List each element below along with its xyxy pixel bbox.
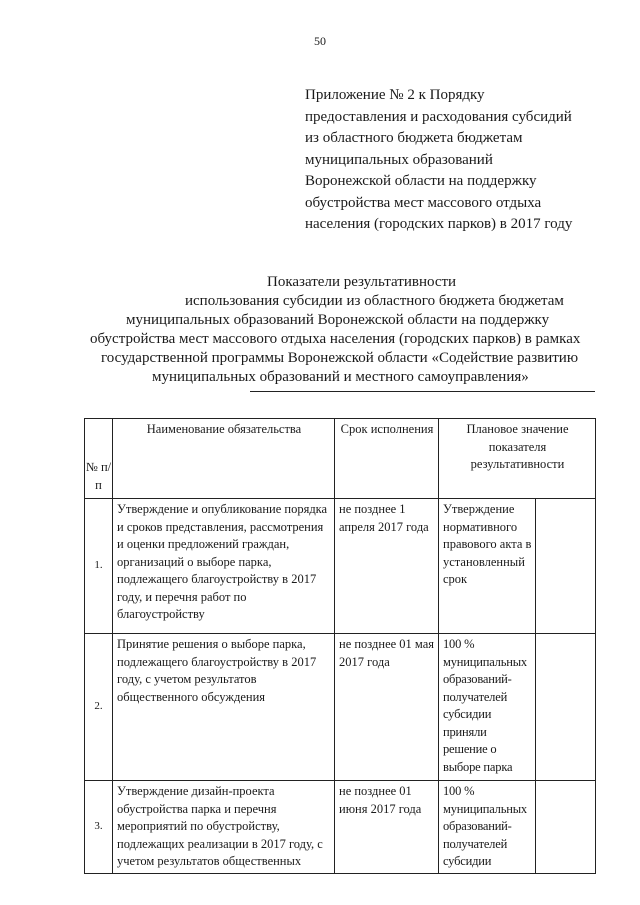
row-number: 1. [85, 499, 113, 634]
row-deadline: не позднее 01 июня 2017 года [335, 781, 439, 874]
header-number: № п/п [85, 419, 113, 499]
row-extra-cell [536, 781, 596, 874]
row-obligation: Утверждение и опубликование порядка и сроков представления, рассмотрения и оценки предложений граждан, организаций о выборе парка, подлежащего благоустройству в 2017 году, и перечня работ по благоустройству [113, 499, 335, 634]
row-extra-cell [536, 499, 596, 634]
heading-line: Показатели результативности [267, 274, 457, 290]
appendix-line: Воронежской области на поддержку [305, 173, 537, 189]
table-header-row [85, 419, 596, 499]
heading-line: использования субсидии из областного бюджета бюджетам [185, 293, 564, 309]
page-number: 50 [314, 34, 326, 48]
row-extra-cell [536, 634, 596, 781]
row-number: 3. [85, 781, 113, 874]
row-planned-value: Утверждение нормативного правового акта в установленный срок [439, 499, 536, 634]
appendix-line: из областного бюджета бюджетам [305, 130, 523, 146]
obligations-table [84, 418, 596, 874]
appendix-line: муниципальных образований [305, 151, 493, 168]
row-obligation: Принятие решения о выборе парка, подлежащего благоустройству в 2017 году, с учетом результатов общественного обсуждения [113, 634, 335, 781]
header-obligation: Наименование обязательства [113, 419, 335, 499]
heading-line: государственной программы Воронежской области «Содействие развитию [101, 350, 579, 366]
row-deadline: не позднее 1 апреля 2017 года [335, 499, 439, 634]
appendix-line: Приложение № 2 к Порядку [305, 87, 485, 103]
row-number: 2. [85, 634, 113, 781]
appendix-note [305, 85, 605, 236]
heading-line: муниципальных образований Воронежской области на поддержку [126, 312, 550, 328]
table-row [85, 781, 596, 874]
table-row [85, 499, 596, 634]
row-obligation: Утверждение дизайн-проекта обустройства парка и перечня мероприятий по обустройству, подлежащих реализации в 2017 году, с учетом результатов общественных [113, 781, 335, 874]
appendix-line: населения (городских парков) в 2017 году [305, 216, 573, 232]
row-planned-value: 100 % муниципальных образований-получателей субсидии приняли решение о выборе парка [439, 634, 536, 781]
row-planned-value: 100 % муниципальных образований-получателей субсидии [439, 781, 536, 874]
row-deadline: не позднее 01 мая 2017 года [335, 634, 439, 781]
appendix-line: предоставления и расходования субсидий [305, 108, 572, 125]
header-planned-value: Плановое значение показателя результативности [439, 419, 596, 499]
heading-line: муниципальных образований и местного самоуправления» [152, 369, 529, 385]
document-heading [60, 273, 620, 387]
appendix-line: обустройства мест массового отдыха [305, 194, 542, 211]
heading-line: обустройства мест массового отдыха населения (городских парков) в рамках [90, 331, 581, 347]
header-deadline: Срок исполнения [335, 419, 439, 499]
heading-underline [250, 391, 595, 392]
table-row [85, 634, 596, 781]
